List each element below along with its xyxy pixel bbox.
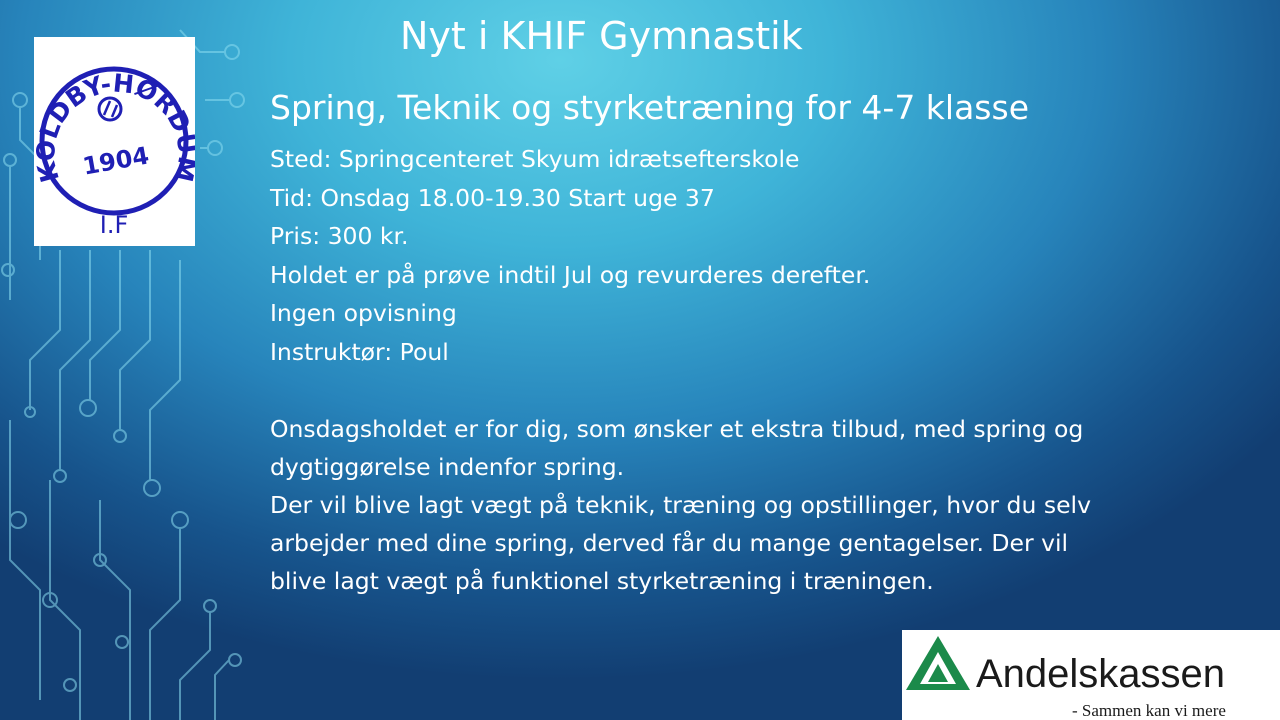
detail-trial-note: Holdet er på prøve indtil Jul og revurderes derefter. <box>270 260 871 289</box>
description-line: blive lagt vægt på funktionel styrketræning i træningen. <box>270 567 934 595</box>
detail-instructor: Instruktør: Poul <box>270 337 449 366</box>
club-logo-initials: I.F <box>99 211 129 239</box>
description-line: dygtiggørelse indenfor spring. <box>270 453 625 481</box>
club-logo <box>34 37 195 246</box>
sponsor-tagline: - Sammen kan vi mere <box>1072 701 1226 720</box>
detail-show: Ingen opvisning <box>270 299 457 327</box>
club-logo-arc-text: KOLDBY-HØRD <box>34 68 195 186</box>
sponsor-triangle-icon <box>904 634 972 692</box>
details-list <box>270 140 870 371</box>
description-line: arbejder med dine spring, derved får du mange gentagelser. Der vil <box>270 529 1069 557</box>
description <box>270 410 1190 600</box>
detail-time: Tid: Onsdag 18.00-19.30 Start uge 37 <box>270 183 715 212</box>
detail-location: Sted: Springcenteret Skyum idrætsefterskole <box>270 145 800 173</box>
club-logo-year: 1904 <box>80 141 152 181</box>
sponsor-logo <box>902 630 1280 720</box>
detail-price: Pris: 300 kr. <box>270 222 409 250</box>
description-line: Der vil blive lagt vægt på teknik, træning og opstillinger, hvor du selv <box>270 491 1091 519</box>
sponsor-name: Andelskassen <box>976 652 1226 696</box>
slide-title: Nyt i KHIF Gymnastik <box>400 14 803 58</box>
slide-subtitle: Spring, Teknik og styrketræning for 4-7 klasse <box>270 88 1029 127</box>
description-line: Onsdagsholdet er for dig, som ønsker et ekstra tilbud, med spring og <box>270 415 1084 443</box>
